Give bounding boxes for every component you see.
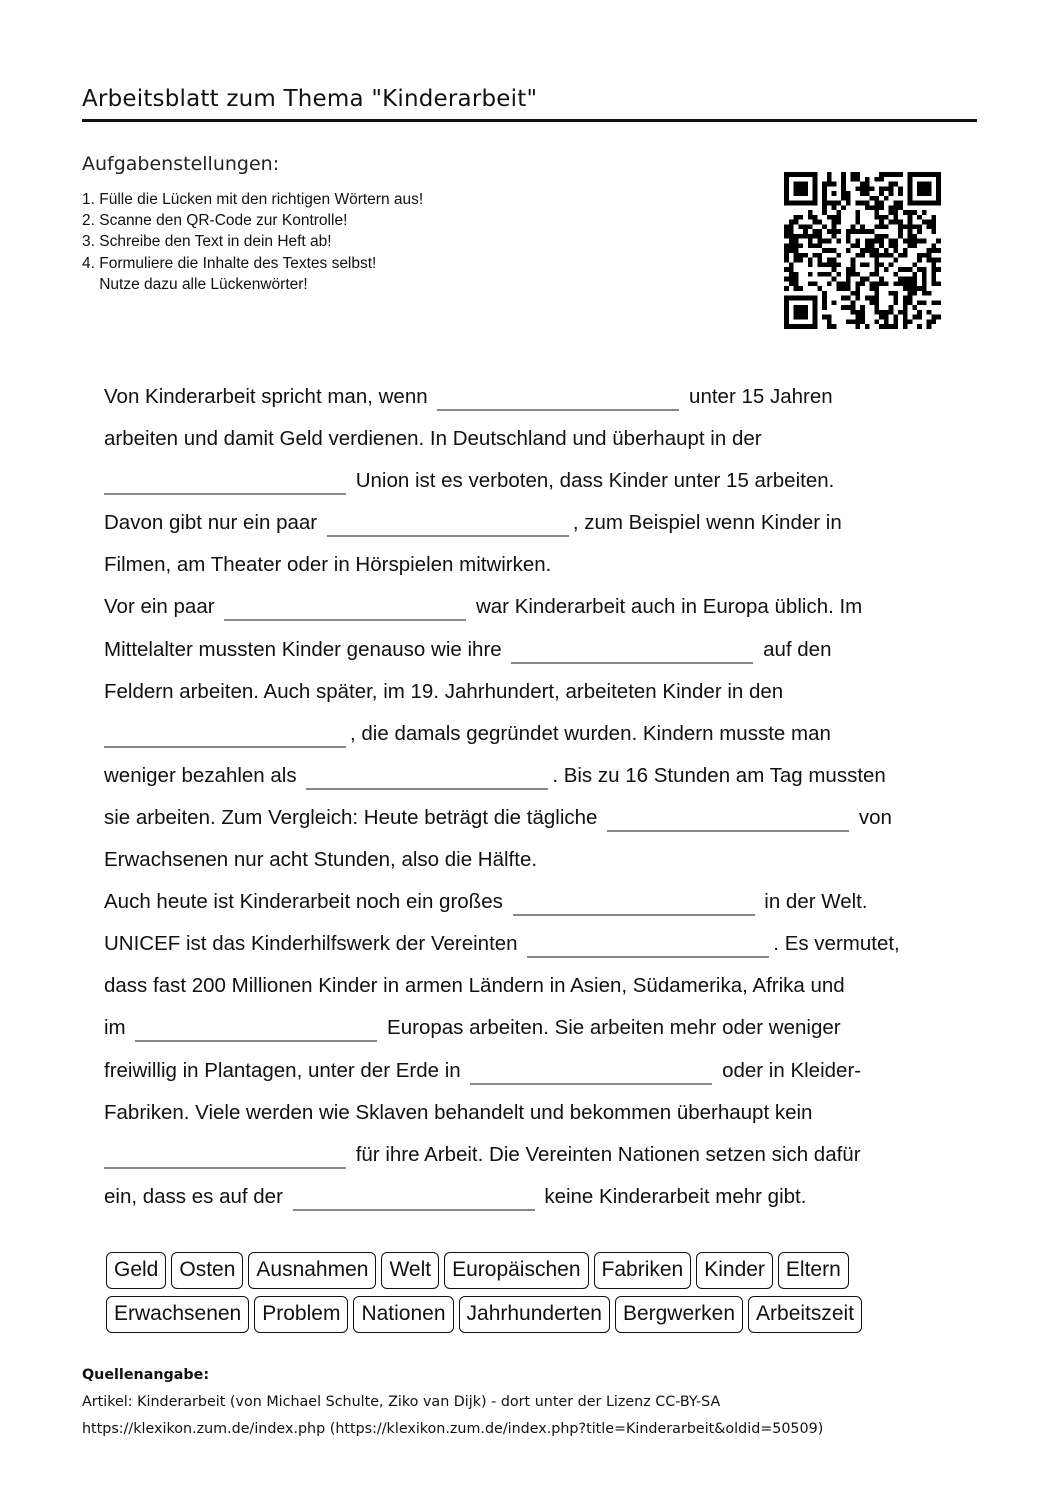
text-segment: Davon gibt nur ein paar: [104, 511, 318, 535]
blank-field[interactable]: [511, 660, 753, 664]
sources: [82, 1362, 823, 1443]
text-segment: arbeiten und damit Geld verdienen. In Deutschland und überhaupt in der: [104, 427, 762, 451]
text-segment: Mittelalter mussten Kinder genauso wie ihre: [104, 637, 502, 661]
task-item: Nutze dazu alle Lückenwörter!: [82, 275, 308, 293]
blank-field[interactable]: [293, 1207, 535, 1211]
word-chip[interactable]: Erwachsenen: [106, 1296, 249, 1333]
text-segment: keine Kinderarbeit mehr gibt.: [544, 1184, 807, 1208]
text-segment: oder in Kleider-: [722, 1058, 862, 1082]
text-segment: auf den: [763, 637, 832, 661]
word-chip[interactable]: Welt: [381, 1252, 439, 1289]
word-chip[interactable]: Osten: [171, 1252, 243, 1289]
cloze-text: [104, 376, 984, 1218]
text-segment: , die damals gegründet wurden. Kindern musste man: [350, 721, 831, 745]
word-chip[interactable]: Jahrhunderten: [459, 1296, 610, 1333]
word-chip[interactable]: Europäischen: [444, 1252, 588, 1289]
blank-field[interactable]: [104, 1165, 346, 1169]
blank-field[interactable]: [306, 786, 548, 790]
word-bank: [106, 1252, 862, 1340]
text-segment: dass fast 200 Millionen Kinder in armen Ländern in Asien, Südamerika, Afrika und: [104, 974, 845, 998]
text-segment: in der Welt.: [764, 890, 868, 914]
text-segment: Vor ein paar: [104, 595, 215, 619]
task-item: 4. Formuliere die Inhalte des Textes selbst!: [82, 254, 377, 272]
source-article: Artikel: Kinderarbeit (von Michael Schulte, Ziko van Dijk) - dort unter der Lizenz CC-BY-SA: [82, 1394, 721, 1410]
word-chip[interactable]: Fabriken: [594, 1252, 692, 1289]
text-segment: ein, dass es auf der: [104, 1184, 283, 1208]
word-chip[interactable]: Nationen: [353, 1296, 453, 1333]
text-segment: Erwachsenen nur acht Stunden, also die Hälfte.: [104, 848, 538, 872]
word-chip[interactable]: Bergwerken: [615, 1296, 743, 1333]
text-segment: . Bis zu 16 Stunden am Tag mussten: [552, 763, 886, 787]
task-item: 1. Fülle die Lücken mit den richtigen Wörtern aus!: [82, 191, 424, 208]
word-bank-row: [106, 1252, 862, 1289]
blank-field[interactable]: [327, 533, 569, 537]
text-segment: im: [104, 1016, 126, 1040]
blank-field[interactable]: [607, 828, 849, 832]
text-segment: von: [858, 805, 892, 829]
blank-field[interactable]: [104, 744, 346, 748]
sources-heading: Quellenangabe:: [82, 1367, 210, 1383]
title-underline: [82, 119, 977, 122]
text-segment: Europas arbeiten. Sie arbeiten mehr oder weniger: [387, 1016, 841, 1040]
task-item: 3. Schreibe den Text in dein Heft ab!: [82, 233, 332, 251]
word-chip[interactable]: Arbeitszeit: [748, 1296, 862, 1333]
text-segment: , zum Beispiel wenn Kinder in: [572, 511, 842, 535]
text-segment: Von Kinderarbeit spricht man, wenn: [104, 385, 428, 408]
blank-field[interactable]: [135, 1038, 377, 1042]
blank-field[interactable]: [224, 617, 466, 621]
qr-code-icon[interactable]: [784, 172, 941, 329]
tasks-heading: Aufgabenstellungen:: [82, 153, 280, 175]
blank-field[interactable]: [527, 954, 769, 958]
word-bank-row: [106, 1296, 862, 1333]
word-chip[interactable]: Geld: [106, 1252, 166, 1289]
text-segment: Union ist es verboten, dass Kinder unter 15 arbeiten.: [355, 469, 835, 493]
text-segment: sie arbeiten. Zum Vergleich: Heute beträgt die tägliche: [104, 805, 598, 829]
word-chip[interactable]: Problem: [254, 1296, 348, 1333]
word-chip[interactable]: Ausnahmen: [248, 1252, 376, 1289]
word-chip[interactable]: Kinder: [696, 1252, 773, 1289]
blank-field[interactable]: [470, 1081, 712, 1085]
blank-field[interactable]: [513, 912, 755, 916]
text-segment: Fabriken. Viele werden wie Sklaven behandelt und bekommen überhaupt kein: [104, 1100, 813, 1124]
source-link[interactable]: https://klexikon.zum.de/index.php (https://klexikon.zum.de/index.php?title=Kinderarbeit&oldid=50509): [82, 1421, 824, 1437]
text-segment: . Es vermutet,: [773, 932, 900, 956]
text-segment: weniger bezahlen als: [104, 763, 297, 787]
word-chip[interactable]: Eltern: [778, 1252, 849, 1289]
text-segment: war Kinderarbeit auch in Europa üblich. Im: [475, 595, 863, 619]
text-segment: für ihre Arbeit. Die Vereinten Nationen setzen sich dafür: [355, 1142, 861, 1166]
page-title: Arbeitsblatt zum Thema "Kinderarbeit": [82, 86, 538, 112]
text-segment: Feldern arbeiten. Auch später, im 19. Jahrhundert, arbeiteten Kinder in den: [104, 679, 784, 703]
blank-field[interactable]: [437, 407, 679, 411]
text-segment: Auch heute ist Kinderarbeit noch ein großes: [104, 890, 503, 914]
text-segment: unter 15 Jahren: [689, 385, 833, 408]
task-list: [82, 189, 423, 295]
text-segment: freiwillig in Plantagen, unter der Erde in: [104, 1058, 461, 1082]
blank-field[interactable]: [104, 491, 346, 495]
text-segment: UNICEF ist das Kinderhilfswerk der Vereinten: [104, 932, 518, 956]
task-item: 2. Scanne den QR-Code zur Kontrolle!: [82, 212, 348, 230]
text-segment: Filmen, am Theater oder in Hörspielen mitwirken.: [104, 553, 552, 577]
